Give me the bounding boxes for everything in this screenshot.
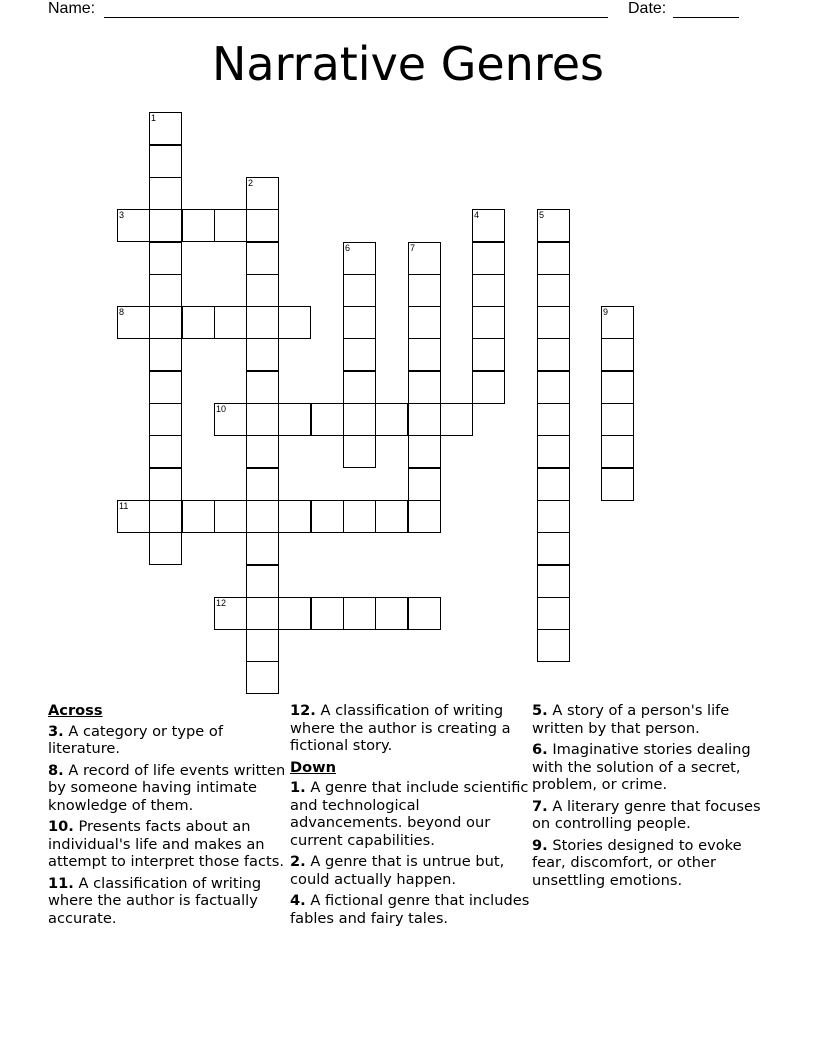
- clue-across-10: [48, 818, 288, 871]
- grid-cell[interactable]: [182, 209, 215, 242]
- clue-down-7: [532, 798, 772, 833]
- cell-number: 6: [345, 243, 351, 253]
- grid-cell[interactable]: [408, 338, 441, 371]
- grid-cell[interactable]: [246, 532, 279, 565]
- grid-cell[interactable]: [214, 403, 247, 436]
- cell-number: 9: [603, 307, 609, 317]
- grid-cell[interactable]: [601, 306, 634, 339]
- grid-cell[interactable]: [537, 435, 570, 468]
- clue-number: 8.: [48, 761, 64, 779]
- down-heading: Down: [290, 758, 337, 776]
- grid-cell[interactable]: [472, 338, 505, 371]
- clue-text: A classification of writing where the author is factually accurate.: [48, 874, 262, 927]
- grid-cell[interactable]: [214, 209, 247, 242]
- clue-text: A category or type of literature.: [48, 722, 223, 757]
- grid-cell[interactable]: [311, 597, 344, 630]
- grid-cell[interactable]: [246, 403, 279, 436]
- cell-number: 5: [539, 210, 545, 220]
- grid-cell[interactable]: [278, 403, 311, 436]
- clues-column-1: [48, 702, 288, 931]
- grid-cell[interactable]: [278, 597, 311, 630]
- grid-cell[interactable]: [311, 500, 344, 533]
- grid-cell[interactable]: [246, 306, 279, 339]
- grid-cell[interactable]: [246, 597, 279, 630]
- grid-cell[interactable]: [440, 403, 473, 436]
- grid-cell[interactable]: [408, 468, 441, 501]
- clue-text: A genre that is untrue but, could actually happen.: [290, 853, 505, 888]
- grid-cell[interactable]: [182, 500, 215, 533]
- grid-cell[interactable]: [343, 435, 376, 468]
- clue-text: Presents facts about an individual's life and makes an attempt to interpret those facts.: [48, 818, 284, 870]
- grid-cell[interactable]: [537, 500, 570, 533]
- clue-number: 9.: [532, 836, 548, 854]
- clue-number: 4.: [290, 892, 306, 909]
- grid-cell[interactable]: [311, 403, 344, 436]
- grid-cell[interactable]: [601, 338, 634, 371]
- grid-cell[interactable]: [343, 338, 376, 371]
- grid-cell[interactable]: [182, 306, 215, 339]
- grid-cell[interactable]: [472, 306, 505, 339]
- grid-cell[interactable]: [343, 371, 376, 404]
- grid-cell[interactable]: [408, 435, 441, 468]
- cell-number: 10: [216, 404, 227, 414]
- clue-text: Stories designed to evoke fear, discomfort, or other unsettling emotions.: [532, 836, 742, 889]
- clues-column-3: [532, 702, 772, 893]
- grid-cell[interactable]: [278, 306, 311, 339]
- grid-cell[interactable]: [601, 371, 634, 404]
- grid-cell[interactable]: [601, 435, 634, 468]
- grid-cell[interactable]: [472, 371, 505, 404]
- grid-cell[interactable]: [246, 468, 279, 501]
- grid-cell[interactable]: [246, 500, 279, 533]
- clue-text: A genre that include scientific and technological advancements. beyond our current capabilities.: [290, 779, 529, 849]
- grid-cell[interactable]: [537, 403, 570, 436]
- grid-cell[interactable]: [537, 532, 570, 565]
- grid-cell[interactable]: [278, 500, 311, 533]
- grid-cell[interactable]: [601, 403, 634, 436]
- cell-number: 4: [474, 210, 480, 220]
- clue-across-8: [48, 762, 288, 815]
- clue-text: A classification of writing where the author is creating a fictional story.: [290, 702, 511, 754]
- grid-cell[interactable]: [149, 403, 182, 436]
- grid-cell[interactable]: [343, 306, 376, 339]
- clue-text: A fictional genre that includes fables and fairy tales.: [290, 892, 530, 927]
- cell-number: 2: [248, 178, 254, 188]
- grid-cell[interactable]: [537, 242, 570, 275]
- cell-number: 8: [119, 307, 125, 317]
- grid-cell[interactable]: [149, 371, 182, 404]
- clue-number: 6.: [532, 741, 548, 758]
- clue-number: 2.: [290, 853, 306, 870]
- clue-text: A literary genre that focuses on controlling people.: [532, 797, 761, 832]
- grid-cell[interactable]: [408, 403, 441, 436]
- grid-cell[interactable]: [117, 500, 150, 533]
- clue-text: A record of life events written by someone having intimate knowledge of them.: [48, 761, 286, 814]
- grid-cell[interactable]: [149, 209, 182, 242]
- grid-cell[interactable]: [537, 629, 570, 662]
- clue-number: 3.: [48, 722, 64, 740]
- grid-cell[interactable]: [149, 306, 182, 339]
- grid-cell[interactable]: [149, 338, 182, 371]
- grid-cell[interactable]: [537, 209, 570, 242]
- grid-cell[interactable]: [343, 500, 376, 533]
- grid-cell[interactable]: [472, 209, 505, 242]
- grid-cell[interactable]: [246, 565, 279, 598]
- grid-cell[interactable]: [246, 274, 279, 307]
- grid-cell[interactable]: [408, 274, 441, 307]
- date-label: Date:: [628, 0, 667, 17]
- grid-cell[interactable]: [246, 177, 279, 210]
- grid-cell[interactable]: [537, 371, 570, 404]
- grid-cell[interactable]: [246, 435, 279, 468]
- grid-cell[interactable]: [537, 468, 570, 501]
- grid-cell[interactable]: [601, 468, 634, 501]
- clue-number: 1.: [290, 779, 306, 796]
- grid-cell[interactable]: [537, 306, 570, 339]
- clue-across-3: [48, 723, 288, 758]
- grid-cell[interactable]: [408, 306, 441, 339]
- clue-down-1: [290, 779, 530, 849]
- grid-cell[interactable]: [375, 500, 408, 533]
- cell-number: 1: [151, 113, 157, 123]
- clue-number: 12.: [290, 702, 316, 719]
- grid-cell[interactable]: [117, 306, 150, 339]
- clue-number: 7.: [532, 797, 548, 815]
- clues-column-2: [290, 702, 530, 931]
- cell-number: 3: [119, 210, 125, 220]
- grid-cell[interactable]: [149, 468, 182, 501]
- grid-cell[interactable]: [149, 242, 182, 275]
- clue-number: 10.: [48, 818, 74, 835]
- grid-cell[interactable]: [117, 209, 150, 242]
- clue-down-2: [290, 853, 530, 888]
- clue-number: 11.: [48, 874, 74, 892]
- across-heading: Across: [48, 702, 103, 719]
- grid-cell[interactable]: [343, 274, 376, 307]
- name-label: Name:: [48, 0, 96, 17]
- clue-across-11: [48, 875, 288, 928]
- grid-cell[interactable]: [214, 597, 247, 630]
- clue-down-6: [532, 741, 772, 794]
- grid-cell[interactable]: [246, 661, 279, 694]
- cell-number: 12: [216, 598, 227, 608]
- grid-cell[interactable]: [149, 435, 182, 468]
- grid-cell[interactable]: [408, 371, 441, 404]
- grid-cell[interactable]: [246, 371, 279, 404]
- grid-cell[interactable]: [214, 306, 247, 339]
- clue-number: 5.: [532, 702, 548, 719]
- grid-cell[interactable]: [246, 629, 279, 662]
- grid-cell[interactable]: [343, 597, 376, 630]
- grid-cell[interactable]: [408, 597, 441, 630]
- grid-cell[interactable]: [149, 112, 182, 145]
- grid-cell[interactable]: [149, 500, 182, 533]
- grid-cell[interactable]: [149, 177, 182, 210]
- grid-cell[interactable]: [375, 403, 408, 436]
- clue-across-12: [290, 702, 530, 755]
- grid-cell[interactable]: [408, 242, 441, 275]
- grid-cell[interactable]: [343, 403, 376, 436]
- grid-cell[interactable]: [214, 500, 247, 533]
- cell-number: 11: [119, 501, 129, 511]
- grid-cell[interactable]: [246, 242, 279, 275]
- grid-cell[interactable]: [537, 597, 570, 630]
- grid-cell[interactable]: [408, 500, 441, 533]
- grid-cell[interactable]: [472, 274, 505, 307]
- grid-cell[interactable]: [537, 338, 570, 371]
- clue-down-9: [532, 837, 772, 890]
- grid-cell[interactable]: [472, 242, 505, 275]
- grid-cell[interactable]: [537, 565, 570, 598]
- clue-text: Imaginative stories dealing with the solution of a secret, problem, or crime.: [532, 741, 751, 793]
- page-title: Narrative Genres: [211, 37, 605, 91]
- cell-number: 7: [410, 243, 416, 253]
- clue-down-5: [532, 702, 772, 737]
- grid-cell[interactable]: [246, 338, 279, 371]
- clue-text: A story of a person's life written by that person.: [532, 702, 730, 737]
- clue-down-4: [290, 892, 530, 927]
- grid-cell[interactable]: [149, 274, 182, 307]
- grid-cell[interactable]: [375, 597, 408, 630]
- grid-cell[interactable]: [149, 145, 182, 178]
- grid-cell[interactable]: [246, 209, 279, 242]
- grid-cell[interactable]: [537, 274, 570, 307]
- grid-cell[interactable]: [343, 242, 376, 275]
- grid-cell[interactable]: [149, 532, 182, 565]
